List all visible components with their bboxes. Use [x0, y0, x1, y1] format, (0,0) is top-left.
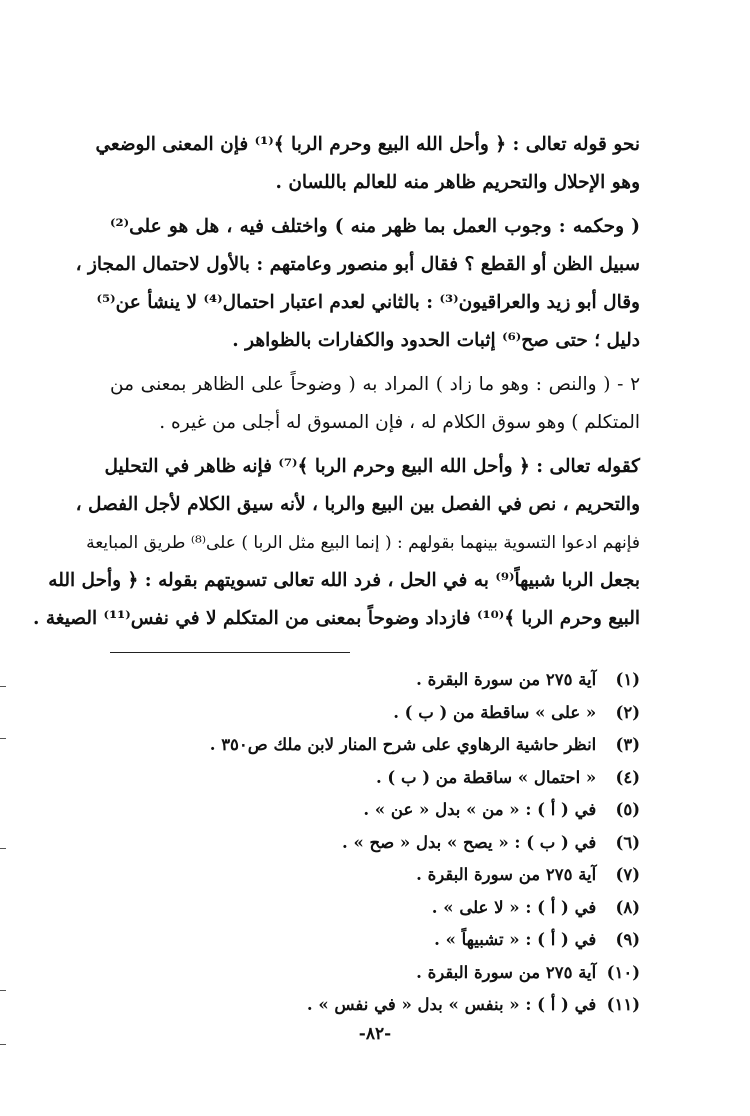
footnote-8 [110, 892, 640, 925]
body-line-5: وقال أبو زيد والعراقيون⁽³⁾ : بالثاني لعدم اعتبار احتمال⁽⁴⁾ لا ينشأ عن⁽⁵⁾ [96, 292, 640, 313]
margin-mark [0, 738, 6, 739]
footnote-9 [110, 924, 640, 957]
footnote-10 [110, 957, 640, 990]
footnote-text: « على » ساقطة من ( ب ) . [393, 702, 597, 722]
footnote-number: (٨) [615, 897, 640, 917]
footnote-number: (٢) [615, 702, 640, 722]
body-line-2: وهو الإحلال والتحريم ظاهر منه للعالم باللسان . [275, 172, 640, 193]
main-text [32, 126, 640, 638]
footnote-text: آية ٢٧٥ من سورة البقرة . [416, 865, 597, 884]
footnote-text: آية ٢٧٥ من سورة البقرة . [416, 962, 597, 982]
body-line-7: ٢ - ( والنص : وهو ما زاد ) المراد به ( وضوحاً على الظاهر بمعنى من [110, 374, 640, 395]
footnote-text: في ( ب ) : « يصح » بدل « صح » . [341, 832, 597, 852]
footnote-2 [110, 697, 640, 730]
footnote-text: في ( أ ) : « تشبيهاً » . [434, 930, 597, 949]
footnote-5 [110, 794, 640, 827]
footnotes [110, 664, 640, 1022]
footnote-number: (١) [615, 670, 640, 689]
footnote-7 [110, 859, 640, 892]
margin-mark [0, 1044, 6, 1045]
footnote-number: (١٠) [606, 962, 640, 982]
body-line-9: كقوله تعالى : ﴿ وأحل الله البيع وحرم الربا ﴾⁽⁷⁾ فإنه ظاهر في التحليل [104, 456, 640, 477]
footnote-text: انظر حاشية الرهاوي على شرح المنار لابن ملك ص٣٥٠ . [209, 735, 597, 754]
body-line-13: البيع وحرم الربا ﴾⁽¹⁰⁾ فازداد وضوحاً بمعنى من المتكلم لا في نفس⁽¹¹⁾ الصيغة . [32, 608, 640, 629]
body-line-12: بجعل الربا شبيهاً⁽⁹⁾ به في الحل ، فرد الله تعالى تسويتهم بقوله : ﴿ وأحل الله [48, 570, 640, 591]
margin-mark [0, 990, 6, 991]
page-number: -٨٢- [358, 1024, 392, 1044]
body-line-3: ( وحكمه : وجوب العمل بما ظهر منه ) واختلف فيه ، هل هو على⁽²⁾ [110, 216, 640, 237]
footnote-number: (٤) [615, 767, 640, 787]
footnote-1 [110, 664, 640, 697]
footnote-separator [110, 652, 350, 653]
footnote-number: (١١) [606, 995, 640, 1014]
footnote-4 [110, 762, 640, 795]
footnote-text: في ( أ ) : « بنفس » بدل « في نفس » . [306, 995, 597, 1014]
footnote-text: في ( أ ) : « لا على » . [431, 897, 597, 917]
footnote-text: آية ٢٧٥ من سورة البقرة . [416, 670, 597, 689]
body-line-1: نحو قوله تعالى : ﴿ وأحل الله البيع وحرم الربا ﴾⁽¹⁾ فإن المعنى الوضعي [95, 134, 640, 155]
body-line-6: دليل ؛ حتى صح⁽⁶⁾ إثبات الحدود والكفارات بالظواهر . [232, 330, 640, 351]
footnote-text: في ( أ ) : « من » بدل « عن » . [363, 800, 597, 819]
footnote-text: « احتمال » ساقطة من ( ب ) . [375, 767, 597, 787]
footnote-number: (٩) [615, 930, 640, 949]
body-line-10: والتحريم ، نص في الفصل بين البيع والربا ، لأنه سيق الكلام لأجل الفصل ، [75, 494, 640, 515]
body-line-4: سبيل الظن أو القطع ؟ فقال أبو منصور وعامتهم : بالأول لاحتمال المجاز ، [75, 254, 640, 275]
footnote-11 [110, 989, 640, 1022]
footnote-6 [110, 827, 640, 860]
footnote-number: (٧) [615, 865, 640, 884]
footnote-number: (٣) [615, 735, 640, 754]
body-line-8: المتكلم ) وهو سوق الكلام له ، فإن المسوق له أجلى من غيره . [159, 412, 640, 433]
margin-mark [0, 848, 6, 849]
body-line-11: فإنهم ادعوا التسوية بينهما بقولهم : ( إنما البيع مثل الربا ) على⁽⁸⁾ طريق المبايعة [86, 533, 640, 553]
footnote-number: (٥) [615, 800, 640, 819]
margin-mark [0, 686, 6, 687]
footnote-number: (٦) [615, 832, 640, 852]
footnote-3 [110, 729, 640, 762]
